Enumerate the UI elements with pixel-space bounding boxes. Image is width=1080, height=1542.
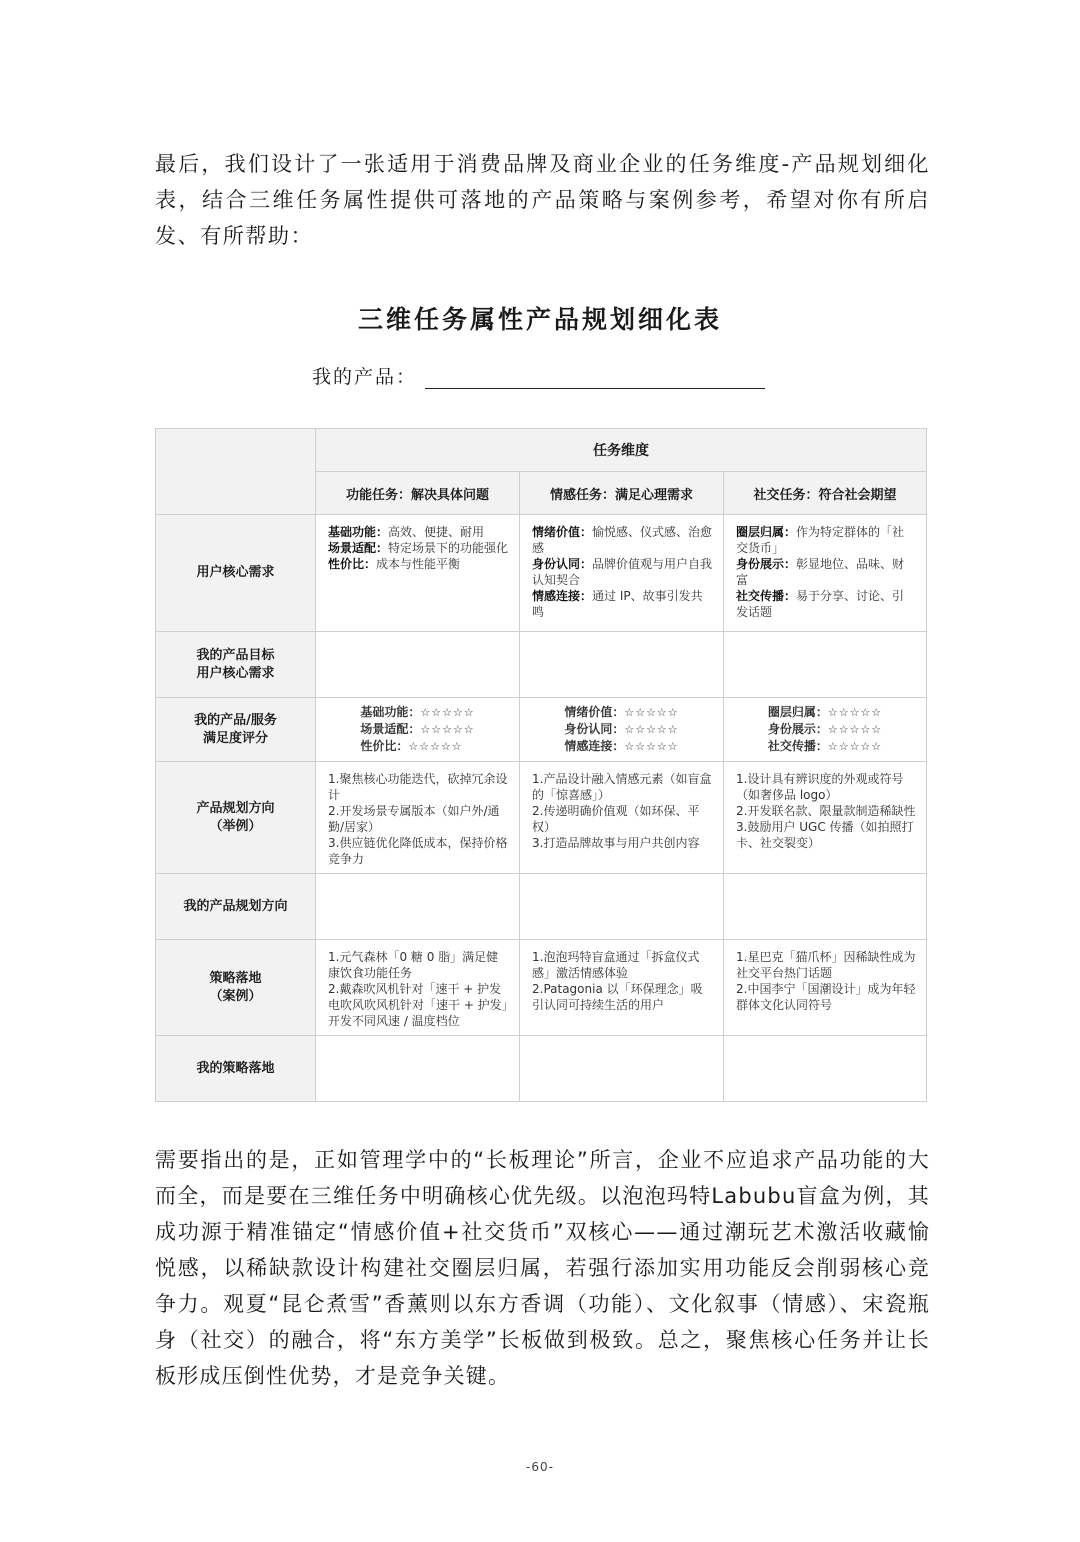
list-item: 情感连接：通过 IP、故事引发共鸣	[532, 589, 703, 619]
list-item: 2.开发场景专属版本（如户外/通勤/居家）	[328, 804, 500, 834]
list-item: 3.供应链优化降低成本，保持价格竞争力	[328, 836, 508, 866]
star-rating[interactable]: ☆☆☆☆☆	[624, 723, 679, 736]
rating-item: 场景适配：☆☆☆☆☆	[360, 722, 475, 736]
list-item: 情绪价值：愉悦感、仪式感、治愈感	[532, 525, 713, 555]
row-label-text: 我的产品规划方向	[183, 898, 288, 914]
list-item: 3.打造品牌故事与用户共创内容	[532, 836, 700, 850]
cell-rating-emotional	[520, 698, 724, 762]
star-rating[interactable]: ☆☆☆☆☆	[420, 706, 475, 719]
row-label-core-needs	[156, 515, 316, 632]
row-label-line: 产品规划方向	[196, 800, 275, 816]
row-label-rating	[156, 698, 316, 762]
rating-item: 性价比：☆☆☆☆☆	[360, 739, 463, 753]
row-label-text: 我的策略落地	[196, 1060, 275, 1076]
list-item: 基础功能：高效、便捷、耐用	[328, 525, 485, 539]
row-label-line: 我的产品目标	[196, 647, 275, 663]
star-rating[interactable]: ☆☆☆☆☆	[827, 740, 883, 753]
list-item: 1.泡泡玛特盲盒通过「拆盒仪式感」激活情感体验	[532, 950, 700, 980]
cell-my-target-functional[interactable]	[316, 632, 520, 698]
column-header-social: 社交任务：符合社会期望	[724, 472, 927, 515]
my-product-blank-line	[425, 368, 765, 389]
list-item: 2.Patagonia 以「环保理念」吸引认同可持续生活的用户	[532, 982, 703, 1012]
cell-direction-social	[724, 762, 927, 874]
row-label-line: 用户核心需求	[196, 665, 275, 681]
cell-my-strategy-functional[interactable]	[316, 1036, 520, 1102]
row-label-line: 我的产品/服务	[194, 712, 277, 728]
list-item: 2.中国李宁「国潮设计」成为年轻群体文化认同符号	[736, 982, 916, 1012]
rating-item: 情绪价值：☆☆☆☆☆	[564, 705, 679, 719]
table-title: 三维任务属性产品规划细化表	[357, 305, 722, 334]
cell-core-needs-functional	[316, 515, 520, 632]
cell-direction-emotional	[520, 762, 724, 874]
row-label-strategy-case	[156, 940, 316, 1036]
list-item: 1.设计具有辨识度的外观或符号（如奢侈品 logo）	[736, 772, 904, 802]
list-item: 性价比：成本与性能平衡	[328, 557, 461, 571]
rating-item: 圈层归属：☆☆☆☆☆	[767, 705, 883, 719]
planning-table	[155, 428, 927, 1102]
cell-rating-social	[724, 698, 927, 762]
list-item: 2.开发联名款、限量款制造稀缺性	[736, 804, 916, 818]
list-item: 身份展示：彰显地位、品味、财富	[736, 557, 905, 587]
row-label-text: 用户核心需求	[196, 565, 275, 580]
cell-core-needs-emotional	[520, 515, 724, 632]
cell-my-strategy-emotional[interactable]	[520, 1036, 724, 1102]
cell-my-direction-social[interactable]	[724, 874, 927, 940]
list-item: 身份认同：品牌价值观与用户自我认知契合	[532, 557, 713, 587]
cell-core-needs-social	[724, 515, 927, 632]
rating-item: 基础功能：☆☆☆☆☆	[360, 705, 475, 719]
list-item: 社交传播：易于分享、讨论、引发话题	[736, 589, 905, 619]
star-rating[interactable]: ☆☆☆☆☆	[624, 740, 679, 753]
list-item: 3.鼓励用户 UGC 传播（如拍照打卡、社交裂变）	[736, 820, 914, 850]
cell-direction-functional	[316, 762, 520, 874]
rating-item: 身份展示：☆☆☆☆☆	[767, 722, 883, 736]
star-rating[interactable]: ☆☆☆☆☆	[827, 706, 883, 719]
my-product-field	[312, 362, 765, 389]
list-item: 2.戴森吹风机针对「速干 + 护发电吹风吹风机针对「速干 + 护发」开发不同风速 / 温度档位	[328, 982, 508, 1028]
cell-my-direction-emotional[interactable]	[520, 874, 724, 940]
row-label-line: 策略落地	[209, 970, 262, 986]
row-label-line: （举例）	[209, 818, 262, 834]
page-number: -60-	[526, 1460, 554, 1474]
list-item: 场景适配：特定场景下的功能强化	[328, 541, 509, 555]
list-item: 1.产品设计融入情感元素（如盲盒的「惊喜感」）	[532, 772, 712, 802]
rating-item: 情感连接：☆☆☆☆☆	[564, 739, 679, 753]
list-item: 1.聚焦核心功能迭代，砍掉冗余设计	[328, 772, 508, 802]
list-item: 圈层归属：作为特定群体的「社交货币」	[736, 525, 905, 555]
table-corner	[156, 429, 316, 515]
cell-rating-functional	[316, 698, 520, 762]
cell-strategy-functional	[316, 940, 520, 1036]
row-label-my-strategy	[156, 1036, 316, 1102]
star-rating[interactable]: ☆☆☆☆☆	[624, 706, 679, 719]
conclusion-paragraph: 需要指出的是，正如管理学中的“长板理论”所言，企业不应追求产品功能的大而全，而是要在三维任务中明确核心优先级。以泡泡玛特Labubu盲盒为例，其成功源于精准锚定“情感价值+社交货币”双核心——通过潮玩艺术激活收藏愉悦感，以稀缺款设计构建社交圈层归属，若强行添加实用功能反会削弱核心竞争力。观夏“昆仑煮雪”香薰则以东方香调（功能）、文化叙事（情感）、宋瓷瓶身（社交）的融合，将“东方美学”长板做到极致。总之，聚焦核心任务并让长板形成压倒性优势，才是竞争关键。	[155, 1148, 930, 1388]
row-label-line: （案例）	[209, 988, 262, 1004]
rating-item: 身份认同：☆☆☆☆☆	[564, 722, 679, 736]
cell-strategy-emotional	[520, 940, 724, 1036]
cell-strategy-social	[724, 940, 927, 1036]
rating-item: 社交传播：☆☆☆☆☆	[767, 739, 883, 753]
cell-my-direction-functional[interactable]	[316, 874, 520, 940]
cell-my-target-emotional[interactable]	[520, 632, 724, 698]
cell-my-strategy-social[interactable]	[724, 1036, 927, 1102]
cell-my-target-social[interactable]	[724, 632, 927, 698]
column-header-functional: 功能任务：解决具体问题	[316, 472, 520, 515]
list-item: 1.元气森林「0 糖 0 脂」满足健康饮食功能任务	[328, 950, 499, 980]
list-item: 1.星巴克「猫爪杯」因稀缺性成为社交平台热门话题	[736, 950, 916, 980]
row-label-my-target	[156, 632, 316, 698]
row-label-my-direction	[156, 874, 316, 940]
row-label-line: 满足度评分	[202, 730, 268, 746]
intro-paragraph: 最后，我们设计了一张适用于消费品牌及商业企业的任务维度-产品规划细化表，结合三维任务属性提供可落地的产品策略与案例参考，希望对你有所启发、有所帮助：	[155, 152, 930, 248]
dimension-header: 任务维度	[316, 429, 927, 472]
column-header-emotional: 情感任务：满足心理需求	[520, 472, 724, 515]
star-rating[interactable]: ☆☆☆☆☆	[420, 723, 475, 736]
star-rating[interactable]: ☆☆☆☆☆	[408, 740, 463, 753]
list-item: 2.传递明确价值观（如环保、平权）	[532, 804, 700, 834]
my-product-label: 我的产品：	[312, 366, 418, 388]
row-label-direction-example	[156, 762, 316, 874]
star-rating[interactable]: ☆☆☆☆☆	[827, 723, 883, 736]
